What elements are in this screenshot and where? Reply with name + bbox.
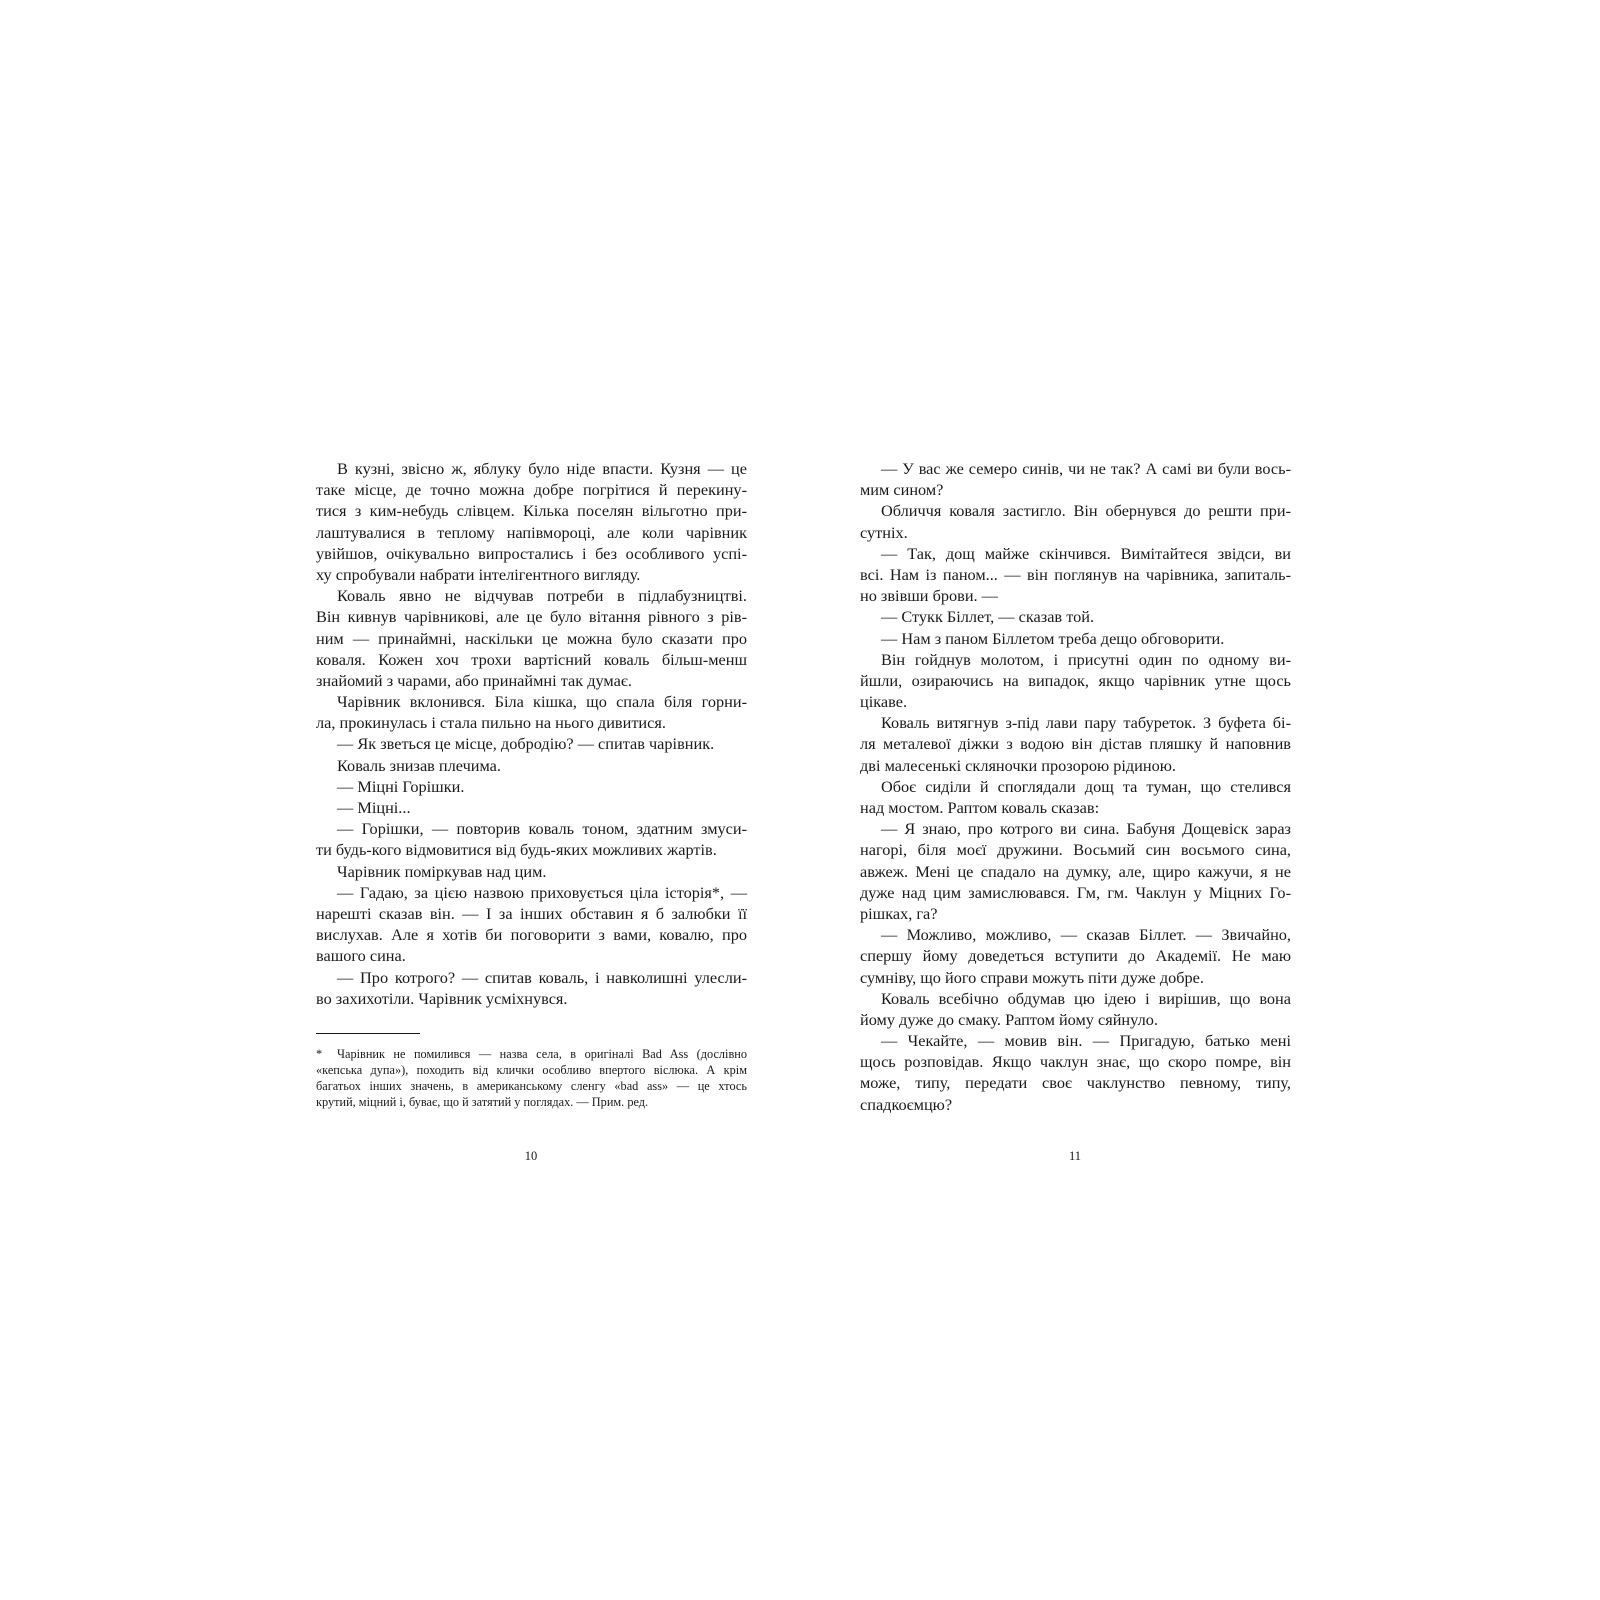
text-line: увійшов, очікувально випростались і без особливого успі- <box>316 543 747 563</box>
text-line: — Міцні... <box>337 798 411 817</box>
text-line: но звівши брови. — <box>860 586 998 606</box>
text-line: тися з ким-небудь слівцем. Кілька поселян вільготно при- <box>316 501 747 521</box>
text-line: — У вас же семеро синів, чи не так? А самі ви були вось- <box>881 459 1291 478</box>
footnote-line: «кепська дупа»), походить від клички особливо впертого віслюка. А крім <box>316 1063 747 1077</box>
text-line: сутніх. <box>860 522 908 542</box>
text-line: щось розповідав. Якщо чаклун знає, що скоро помре, він <box>860 1052 1291 1072</box>
footnote <box>316 1046 747 1110</box>
text-line: — Горішки, — повторив коваль тоном, здатним змуси- <box>337 819 747 839</box>
footnote-line: багатьох інших значень, в американському сленгу «bad ass» — це хтось <box>316 1079 747 1093</box>
text-line: Коваль всебічно обдумав цю ідею і вирішив, що вона <box>881 988 1291 1008</box>
text-line: Він гойднув молотом, і присутні один по одному ви- <box>881 649 1291 669</box>
text-line: сумніву, що його справи можуть піти дуже добре. <box>860 967 1204 987</box>
text-line: Він кивнув чарівникові, але це було вітання рівного з рів- <box>316 607 747 627</box>
text-line: дві малесенькі скляночки прозорою рідиною. <box>860 755 1176 775</box>
page-number-left: 10 <box>524 1149 538 1163</box>
text-line: Чарівник поміркував над цим. <box>337 861 547 881</box>
text-line: во захихотіли. Чарівник усміхнувся. <box>316 988 568 1008</box>
text-line: Чарівник вклонився. Біла кішка, що спала біля горни- <box>337 692 747 712</box>
text-line: таке місце, де точно можна добре погрітися й перекину- <box>316 480 747 500</box>
text-line: — Нам з паном Біллетом треба дещо обговорити. <box>881 628 1225 648</box>
text-line: Коваль витягнув з-під лави пару табуреток. З буфета бі- <box>881 713 1291 733</box>
text-line: вашого сина. <box>316 946 406 966</box>
text-line: знайомий з чарами, або принаймні так думає. <box>316 670 632 690</box>
footnote-text: Чарівник не помилився — назва села, в оригіналі Bad Ass (дослівно <box>337 1047 747 1061</box>
text-line: — Так, дощ майже скінчився. Вимітайтеся звідси, ви <box>881 543 1291 563</box>
text-line: В кузні, звісно ж, яблуку було ніде впасти. Кузня — це <box>337 459 747 478</box>
text-line: лаштувалися в теплому напівмороці, але коли чарівник <box>316 522 747 542</box>
footnote-marker: * <box>316 1047 323 1061</box>
right-page-text <box>860 458 1291 1115</box>
text-line: ху спробували набрати інтелігентного вигляду. <box>316 564 641 584</box>
text-line: спершу йому доведеться вступити до Академії. Не маю <box>860 946 1291 966</box>
text-line: — Про котрого? — спитав коваль, і навколишні улесли- <box>337 967 747 987</box>
text-line: спадкоємцю? <box>860 1094 953 1114</box>
footnote-line <box>316 1046 747 1062</box>
text-line: може, типу, передати своє чаклунство певному, типу, <box>860 1073 1291 1093</box>
text-line: ла, прокинулась і стала пильно на нього дивитися. <box>316 713 666 733</box>
text-line: рішках, га? <box>860 903 938 923</box>
text-line: мим сином? <box>860 480 944 500</box>
footnote-divider <box>316 1033 420 1034</box>
text-line: ним — принаймні, наскільки це можна було сказати про <box>316 628 747 648</box>
text-line: Обличчя коваля застигло. Він обернувся до решти при- <box>881 501 1291 521</box>
text-line: над мостом. Раптом коваль сказав: <box>860 798 1100 817</box>
text-line: — Можливо, можливо, — сказав Біллет. — Звичайно, <box>881 925 1291 945</box>
text-line: йшли, озираючись на випадок, якщо чарівник утне щось <box>860 670 1291 690</box>
text-line: Коваль явно не відчував потреби в підлабузництві. <box>337 586 747 606</box>
text-line: ти будь-кого відмовитися від будь-яких можливих жартів. <box>316 840 717 860</box>
text-line: Обоє сиділи й споглядали дощ та туман, що стелився <box>881 776 1291 796</box>
text-line: ля металевої діжки з водою він дістав пляшку й наповнив <box>860 734 1291 754</box>
text-line: всі. Нам із паном... — він поглянув на чарівника, запиталь- <box>860 564 1291 584</box>
footnote-line: крутий, міцний і, буває, що й затятий у поглядах. — Прим. ред. <box>316 1095 649 1109</box>
text-line: — Гадаю, за цією назвою приховується ціла історія*, — <box>337 882 747 902</box>
text-line: — Чекайте, — мовив він. — Пригадую, батько мені <box>881 1031 1291 1051</box>
text-line: авжеж. Мені це спадало на думку, але, щиро кажучи, я не <box>860 861 1291 881</box>
text-line: дуже над цим замислювався. Гм, гм. Чаклун у Міцних Го- <box>860 882 1291 902</box>
text-line: цікаве. <box>860 692 908 712</box>
text-line: — Міцні Горішки. <box>337 776 465 796</box>
text-line: нагорі, біля моєї дружини. Восьмий син восьмого сина, <box>860 840 1291 860</box>
text-line: йому дуже до смаку. Раптом йому сяйнуло. <box>860 1009 1158 1029</box>
left-page-text <box>316 458 747 1009</box>
text-line: — Як зветься це місце, добродію? — спитав чарівник. <box>337 734 715 754</box>
text-line: Коваль знизав плечима. <box>337 755 501 775</box>
text-line: нарешті сказав він. — І за інших обставин я б залюбки її <box>316 903 747 923</box>
page-number-right: 11 <box>1068 1149 1082 1163</box>
text-line: вислухав. Але я хотів би поговорити з вами, ковалю, про <box>316 925 747 945</box>
text-line: коваля. Кожен хоч трохи вартісний коваль більш-менш <box>316 649 747 669</box>
text-line: — Стукк Біллет, — сказав той. <box>881 607 1095 627</box>
text-line: — Я знаю, про котрого ви сина. Бабуня Дощевіск зараз <box>881 819 1291 839</box>
